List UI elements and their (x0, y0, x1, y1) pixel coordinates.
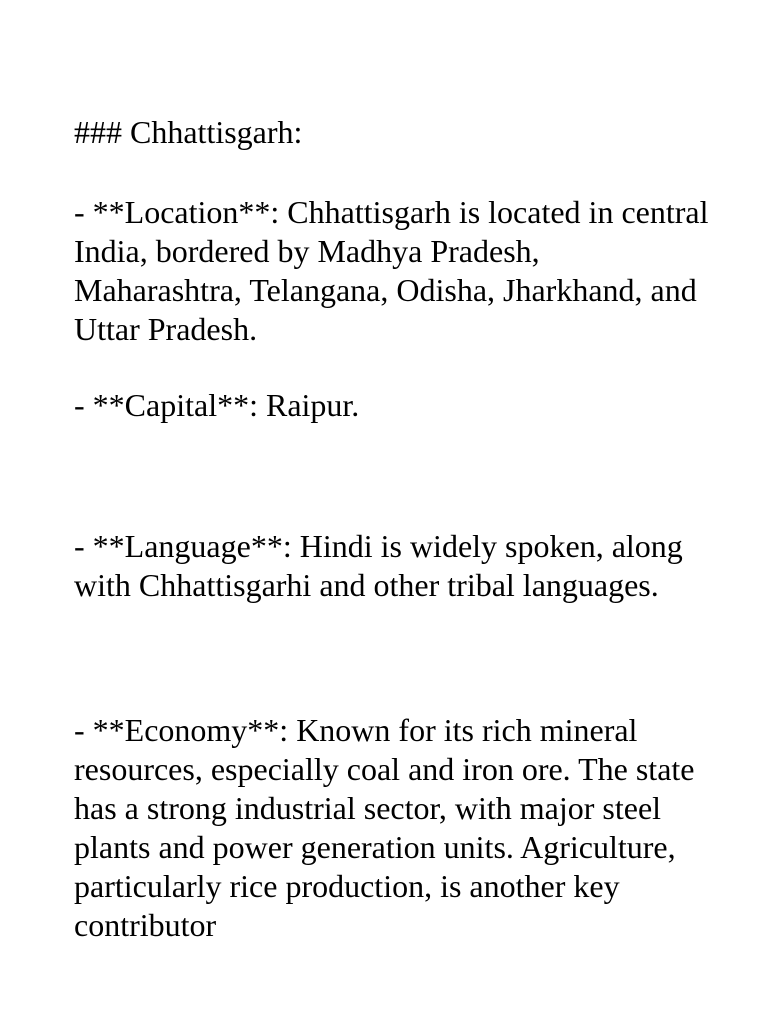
language-paragraph: - **Language**: Hindi is widely spoken, along with Chhattisgarhi and other tribal languages. (74, 528, 683, 603)
location-paragraph: - **Location**: Chhattisgarh is located in central India, bordered by Madhya Pradesh, Maharashtra, Telangana, Odisha, Jharkhand, and Uttar Pradesh. (74, 194, 709, 347)
economy-paragraph: - **Economy**: Known for its rich mineral resources, especially coal and iron ore. The state has a strong industrial sector, with major steel plants and power generation units. Agriculture, particularly rice production, is another key contributor (74, 712, 695, 943)
capital-paragraph: - **Capital**: Raipur. (74, 387, 360, 423)
section-heading: ### Chhattisgarh: (74, 114, 303, 150)
